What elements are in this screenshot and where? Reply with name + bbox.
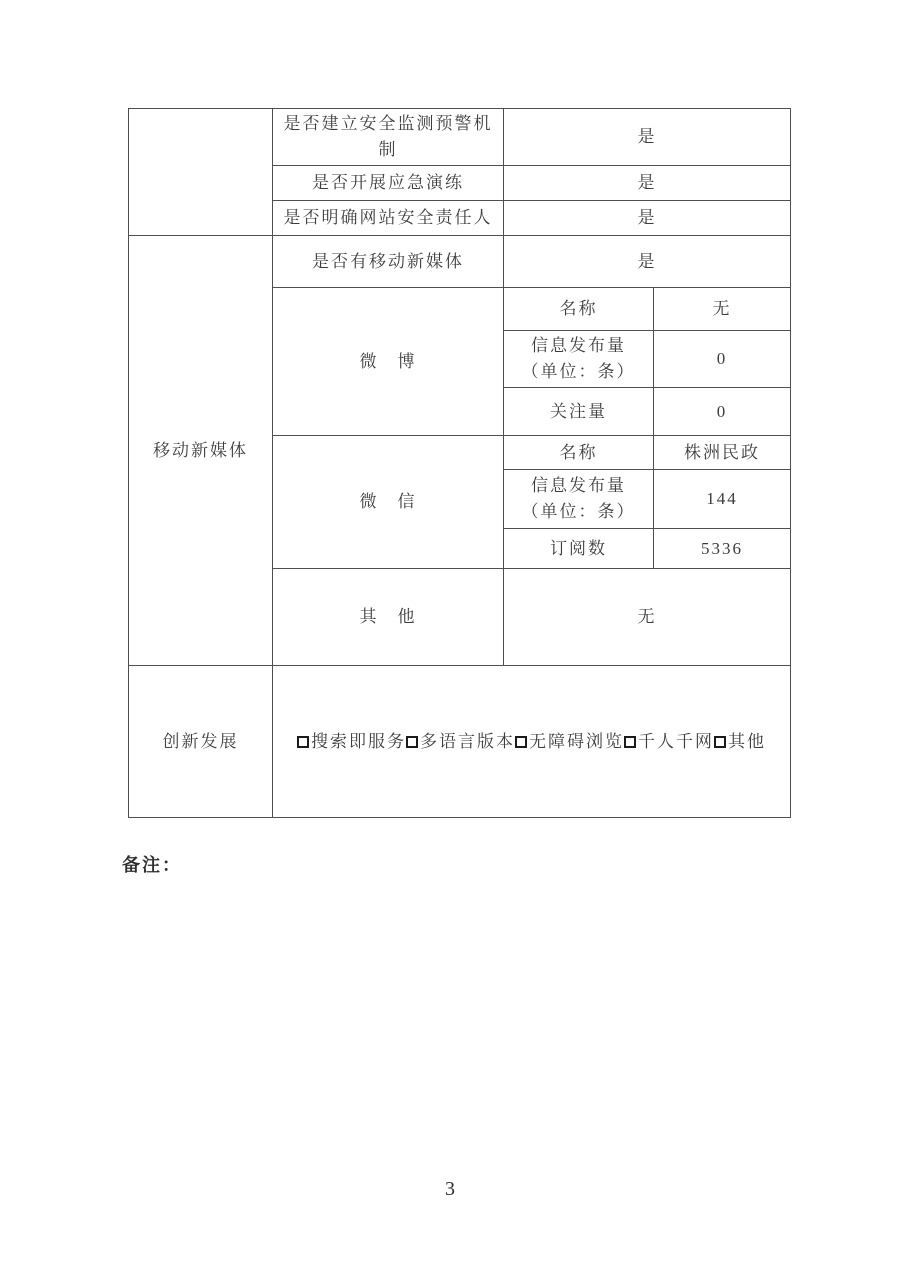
metric-label-line1: 信息发布量: [531, 476, 626, 495]
metric-value: 无: [654, 288, 791, 331]
row-value: 无: [504, 569, 791, 666]
checkbox-personalized-icon: [624, 736, 636, 748]
metric-label-line2: （单位：条）: [521, 502, 636, 521]
row-label: 是否建立安全监测预警机制: [273, 109, 504, 166]
row-label: 其 他: [273, 569, 504, 666]
checkbox-multilingual-icon: [406, 736, 418, 748]
notes-label: 备注：: [122, 855, 182, 875]
innovation-option: [515, 732, 624, 751]
category-cell-empty: [129, 109, 273, 236]
checkbox-search-as-service-icon: [297, 736, 309, 748]
row-value: 是: [504, 109, 791, 166]
option-label: 其他: [728, 731, 766, 751]
row-label: 是否开展应急演练: [273, 166, 504, 201]
option-label: 无障碍浏览: [529, 731, 624, 751]
row-value: 是: [504, 201, 791, 236]
checkbox-accessibility-icon: [515, 736, 527, 748]
metric-label: 名称: [504, 288, 654, 331]
metric-label: 订阅数: [504, 529, 654, 569]
category-cell-innovation: 创新发展: [129, 666, 273, 818]
table-row: [129, 109, 791, 166]
metric-label: 名称: [504, 436, 654, 470]
innovation-options-cell: [273, 666, 791, 818]
option-label: 多语言版本: [420, 731, 515, 751]
row-label: 是否明确网站安全责任人: [273, 201, 504, 236]
row-value: 是: [504, 166, 791, 201]
table-row: [129, 666, 791, 818]
metric-value: 0: [654, 331, 791, 388]
report-table: [128, 108, 791, 818]
metric-value: 株洲民政: [654, 436, 791, 470]
innovation-option: [714, 732, 766, 751]
checkbox-other-icon: [714, 736, 726, 748]
innovation-option: [624, 732, 714, 751]
metric-value: 0: [654, 388, 791, 436]
metric-label: 关注量: [504, 388, 654, 436]
innovation-option: [297, 732, 406, 751]
metric-label-line1: 信息发布量: [531, 336, 626, 355]
metric-value: 144: [654, 470, 791, 529]
innovation-option: [406, 732, 515, 751]
option-label: 搜索即服务: [311, 731, 406, 751]
table-row: [129, 236, 791, 288]
page-number: 3: [445, 1178, 455, 1200]
row-value: 是: [504, 236, 791, 288]
subcategory-cell-weibo: 微 博: [273, 288, 504, 436]
metric-label: [504, 331, 654, 388]
category-cell-mobile-media: 移动新媒体: [129, 236, 273, 666]
metric-label-line2: （单位：条）: [521, 362, 636, 381]
row-label: 是否有移动新媒体: [273, 236, 504, 288]
metric-label: [504, 470, 654, 529]
subcategory-cell-wechat: 微 信: [273, 436, 504, 569]
metric-value: 5336: [654, 529, 791, 569]
option-label: 千人千网: [638, 731, 714, 751]
